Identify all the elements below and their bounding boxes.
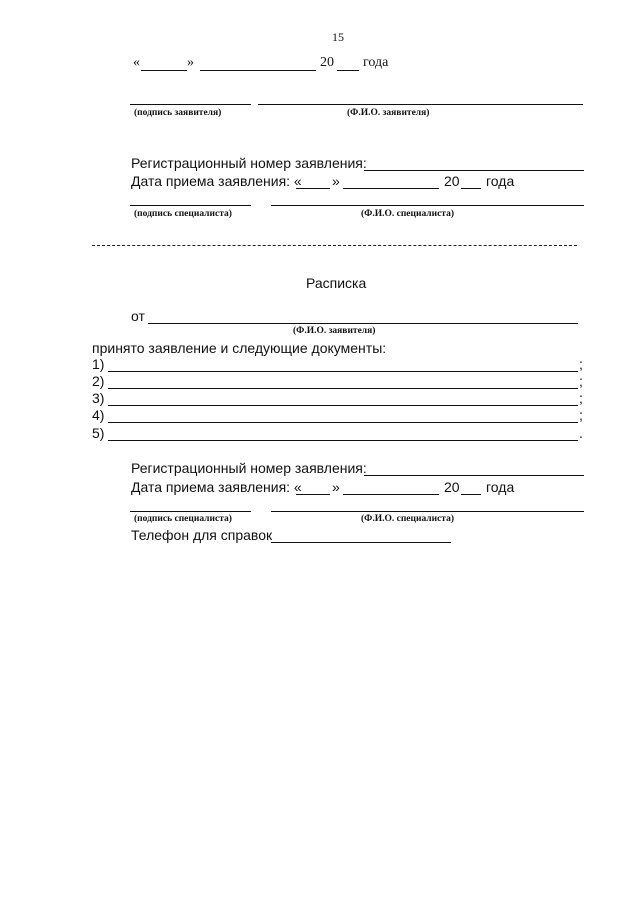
receipt-title: Расписка (306, 275, 367, 291)
date-month-field[interactable] (200, 70, 316, 71)
receipt-applicant-fio-caption: (Ф.И.О. заявителя) (293, 326, 376, 336)
receipt-date-year-suffix: года (486, 173, 515, 189)
specialist-signature-caption: (подпись специалиста) (134, 209, 232, 219)
phone-field[interactable] (271, 542, 451, 543)
date-open-quote: « (133, 55, 140, 70)
document-item-end: ; (579, 407, 583, 423)
receipt-applicant-fio-field[interactable] (148, 323, 578, 324)
phone-label: Телефон для справок (131, 527, 273, 543)
cut-line-divider (92, 245, 577, 246)
receipt-date-year-prefix: 20 (444, 173, 460, 189)
document-item-field[interactable] (108, 405, 578, 406)
document-item-field[interactable] (108, 388, 578, 389)
specialist-signature-field[interactable] (130, 205, 251, 206)
document-item-field[interactable] (108, 440, 578, 441)
receipt-date-close-quote: » (332, 479, 340, 495)
page-number: 15 (332, 30, 344, 44)
registration-number-label: Регистрационный номер заявления: (131, 460, 367, 476)
date-close-quote: » (187, 55, 194, 70)
date-year-field[interactable] (337, 70, 359, 71)
specialist-fio-caption: (Ф.И.О. специалиста) (361, 514, 455, 524)
date-year-suffix: года (363, 55, 389, 70)
document-item-end: . (579, 425, 583, 441)
applicant-fio-field[interactable] (258, 104, 583, 105)
receipt-date-year-prefix: 20 (444, 479, 460, 495)
receipt-date-close-quote: » (332, 173, 340, 189)
specialist-signature-caption: (подпись специалиста) (134, 514, 232, 524)
receipt-date-month-field[interactable] (343, 494, 439, 495)
receipt-date-year-suffix: года (486, 479, 515, 495)
receipt-date-label: Дата приема заявления: « (131, 479, 302, 495)
date-day-field[interactable] (141, 70, 187, 71)
specialist-fio-field[interactable] (271, 511, 584, 512)
receipt-date-year-field[interactable] (461, 494, 481, 495)
document-item-end: ; (579, 356, 583, 372)
specialist-fio-caption: (Ф.И.О. специалиста) (361, 209, 455, 219)
registration-number-field[interactable] (364, 475, 584, 476)
document-item-field[interactable] (108, 422, 578, 423)
registration-number-label: Регистрационный номер заявления: (131, 155, 367, 171)
receipt-date-year-field[interactable] (461, 188, 481, 189)
receipt-date-month-field[interactable] (343, 188, 439, 189)
receipt-date-day-field[interactable] (296, 188, 330, 189)
applicant-signature-caption: (подпись заявителя) (134, 108, 222, 118)
document-item-field[interactable] (108, 371, 578, 372)
receipt-date-label: Дата приема заявления: « (131, 173, 302, 189)
document-item-number: 1) (92, 356, 105, 372)
document-item-end: ; (579, 390, 583, 406)
registration-number-field[interactable] (364, 170, 584, 171)
document-item-number: 5) (92, 425, 105, 441)
specialist-fio-field[interactable] (271, 205, 584, 206)
receipt-date-day-field[interactable] (296, 494, 330, 495)
receipt-accepted-text: принято заявление и следующие документы: (92, 340, 387, 356)
document-item-number: 4) (92, 407, 105, 423)
document-item-number: 2) (92, 373, 105, 389)
applicant-signature-field[interactable] (130, 104, 251, 105)
applicant-fio-caption: (Ф.И.О. заявителя) (347, 108, 430, 118)
specialist-signature-field[interactable] (130, 511, 251, 512)
document-item-number: 3) (92, 390, 105, 406)
date-year-prefix: 20 (320, 55, 334, 70)
receipt-from-label: от (131, 308, 145, 324)
document-item-end: ; (579, 373, 583, 389)
